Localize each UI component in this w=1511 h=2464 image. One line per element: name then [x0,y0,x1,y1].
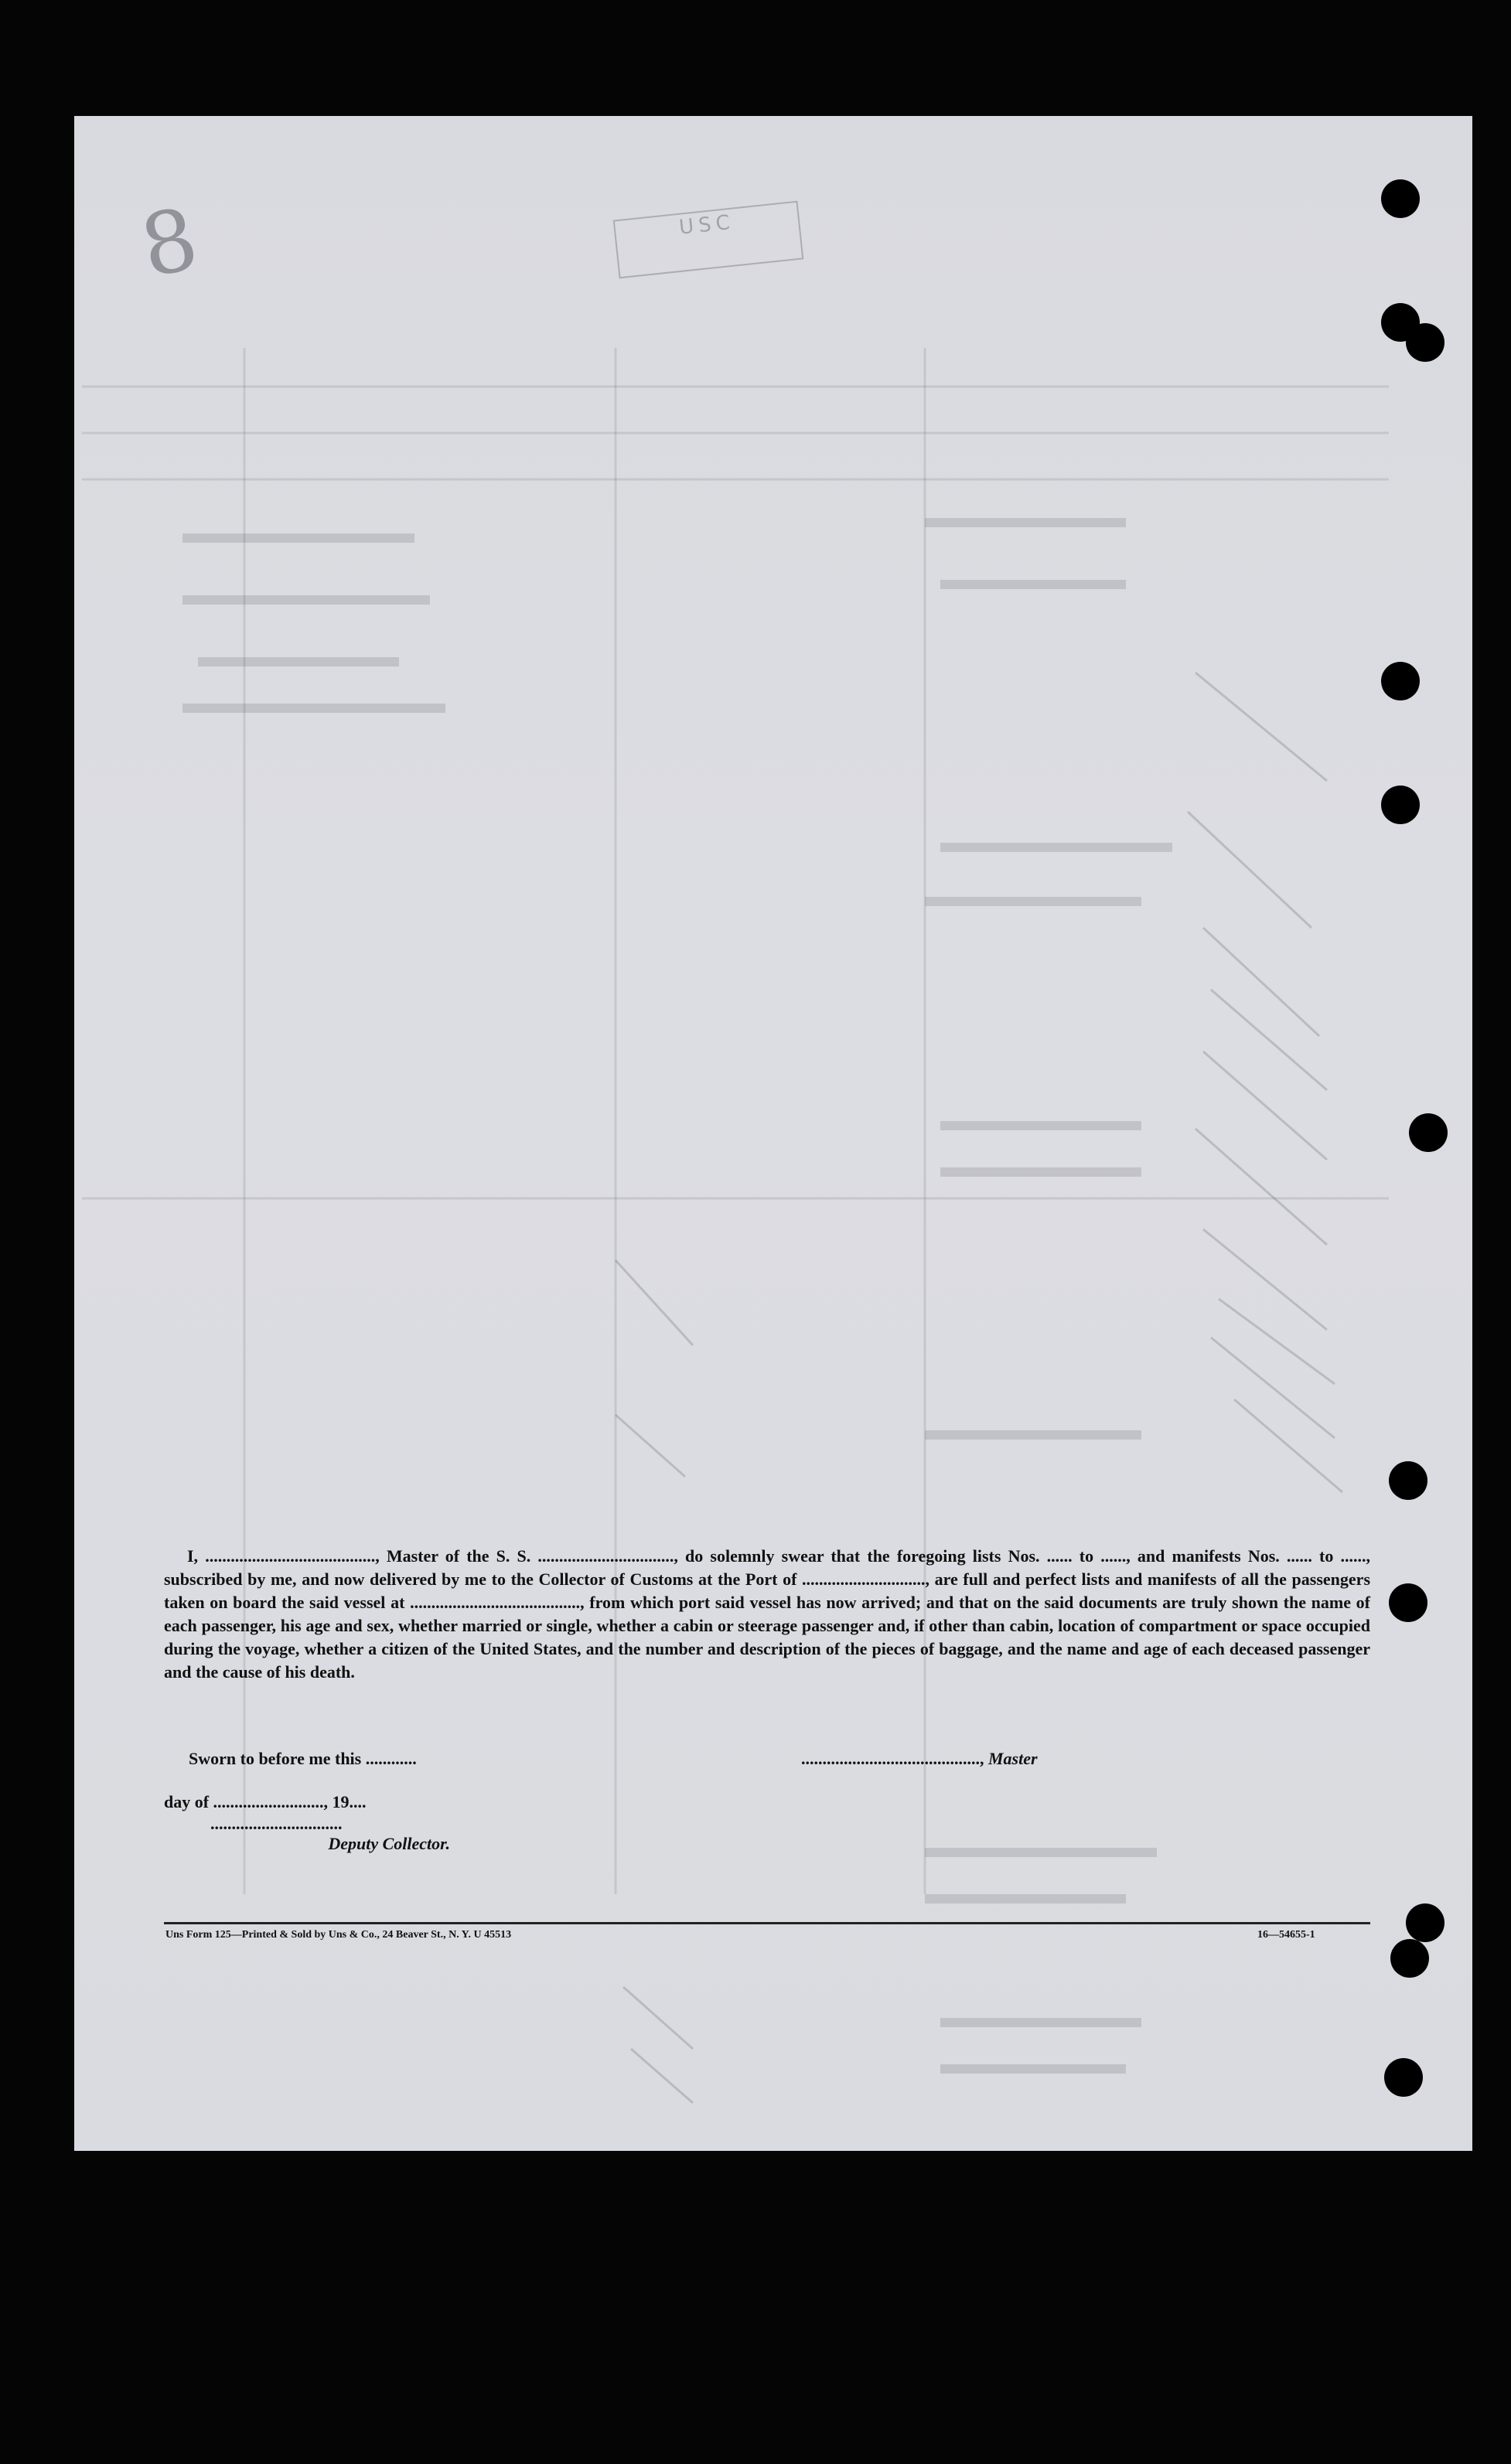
footer-rule [164,1922,1370,1924]
faded-stamp: USC [613,201,804,279]
manifest-page [74,116,1472,2151]
pencil-annotation: 8 [132,189,206,297]
day-line: day of .........................., 19.... [164,1792,367,1811]
punch-hole [1381,662,1420,700]
collector-dots: ............................... [210,1814,343,1833]
deputy-collector-block [210,1814,450,1854]
punch-hole [1409,1113,1448,1152]
punch-hole [1381,179,1420,218]
oath-text: I, ........................................, Master of the S. S. ................................, do solemnly swear that the foregoing lists Nos. ...... to ......, and manifests Nos. ...... to ......, subscribed by me, and now delivered by me to the Collector of Customs at the Port of ............................., are full and perfect lists and manifests of all the passengers taken on board the said vessel at ........................................, from which port said vessel has now arrived; and that on the said documents are truly shown the name of each passenger, his age and sex, whether married or single, whether a cabin or steerage passenger and, if other than cabin, location of compartment or space occupied during the voyage, whether a citizen of the United States, and the number and description of the pieces of baggage, and the name and age of each deceased passenger and the cause of his death. [164,1546,1370,1682]
master-signature-line [801,1749,1038,1769]
master-oath-paragraph [164,1545,1370,1684]
punch-hole [1384,2058,1423,2097]
collector-label: Deputy Collector. [328,1834,450,1853]
sworn-line: Sworn to before me this ............ [189,1749,417,1768]
punch-hole [1389,1583,1427,1622]
printer-imprint: Uns Form 125—Printed & Sold by Uns & Co., 24 Beaver St., N. Y. U 45513 [165,1929,512,1941]
form-number: 16—54655-1 [1257,1929,1315,1941]
punch-hole [1381,786,1420,824]
master-dots: .........................................., [801,1749,984,1768]
punch-hole [1389,1461,1427,1500]
punch-hole [1406,323,1444,362]
punch-hole [1390,1939,1429,1978]
master-label: Master [988,1749,1038,1768]
punch-hole [1406,1903,1444,1942]
